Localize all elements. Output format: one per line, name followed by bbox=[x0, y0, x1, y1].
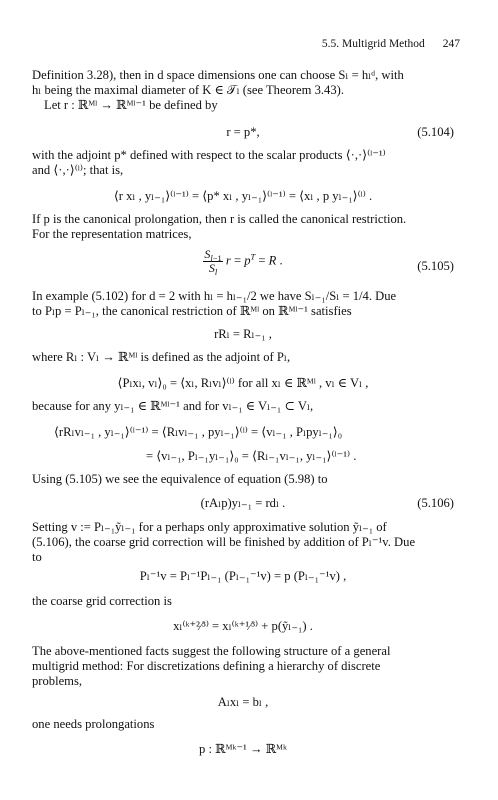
text-line: because for any yₗ₋₁ ∈ ℝᴹˡ⁻¹ and for vₗ₋₁ ∈ Vₗ₋₁ ⊂ Vₗ, bbox=[32, 399, 314, 413]
fraction bbox=[203, 248, 222, 275]
paragraph-3 bbox=[32, 212, 454, 242]
text-line: with the adjoint p* defined with respect to the scalar products ⟨·,·⟩⁽ˡ⁻¹⁾ bbox=[32, 148, 386, 162]
text-line: Using (5.105) we see the equivalence of equation (5.98) to bbox=[32, 472, 328, 486]
text-line: and ⟨·,·⟩⁽ˡ⁾; that is, bbox=[32, 163, 124, 177]
equation-body: Aₗxₗ = bₗ , bbox=[217, 695, 269, 709]
text-line: Definition 3.28), then in d space dimensions one can choose Sₗ = hₗᵈ, with bbox=[32, 68, 404, 82]
text-line: The above-mentioned facts suggest the following structure of a general bbox=[32, 644, 391, 658]
text-line: For the representation matrices, bbox=[32, 227, 192, 241]
equation-body: ⟨Pₗxₗ, vₗ⟩₀ = ⟨xₗ, Rₗvₗ⟩⁽ˡ⁾ for all xₗ ∈ ℝᴹˡ , vₗ ∈ Vₗ , bbox=[117, 376, 369, 390]
text-line: If p is the canonical prolongation, then r is called the canonical restriction. bbox=[32, 212, 407, 226]
text-line: to bbox=[32, 550, 42, 564]
section-title: 5.5. Multigrid Method bbox=[321, 38, 425, 50]
paragraph-10 bbox=[32, 644, 454, 689]
fraction-numerator: $S_{l-1}$ bbox=[204, 247, 222, 263]
paragraph-2 bbox=[32, 148, 454, 178]
equation-body: rRₗ = Rₗ₋₁ , bbox=[214, 327, 272, 341]
equation-body: (rAₗp)yₗ₋₁ = rdₗ . bbox=[200, 496, 286, 510]
running-header bbox=[322, 38, 460, 50]
text-line: to Pₗp = Pₗ₋₁, the canonical restriction of ℝᴹˡ on ℝᴹˡ⁻¹ satisfies bbox=[32, 304, 352, 318]
paragraph-7 bbox=[32, 472, 454, 487]
paragraph-8 bbox=[32, 520, 454, 565]
paragraph-5 bbox=[32, 350, 454, 365]
text-line: (5.106), the coarse grid correction will be finished by addition of Pₗ⁻¹v. Due bbox=[32, 535, 416, 549]
equation-body: ⟨r xₗ , yₗ₋₁⟩⁽ˡ⁻¹⁾ = ⟨p* xₗ , yₗ₋₁⟩⁽ˡ⁻¹⁾ = ⟨xₗ , p yₗ₋₁⟩⁽ˡ⁾ . bbox=[113, 189, 373, 203]
equation-body: Pₗ⁻¹v = Pₗ⁻¹Pₗ₋₁ (Pₗ₋₁⁻¹v) = p (Pₗ₋₁⁻¹v) , bbox=[139, 569, 347, 583]
page-number: 247 bbox=[442, 38, 460, 50]
fraction-denominator: $S_l$ bbox=[208, 261, 218, 277]
equation-body: = ⟨vₗ₋₁, Pₗ₋₁yₗ₋₁⟩₀ = ⟨Rₗ₋₁vₗ₋₁, yₗ₋₁⟩⁽ˡ⁻¹⁾ . bbox=[146, 449, 357, 463]
text-line: In example (5.102) for d = 2 with hₗ = hₗ₋₁/2 we have Sₗ₋₁/Sₗ = 1/4. Due bbox=[32, 289, 397, 303]
equation-body: ⟨rRₗvₗ₋₁ , yₗ₋₁⟩⁽ˡ⁻¹⁾ = ⟨Rₗvₗ₋₁ , pyₗ₋₁⟩⁽ˡ⁾ = ⟨vₗ₋₁ , Pₗpyₗ₋₁⟩₀ bbox=[54, 425, 343, 439]
equation-number: (5.106) bbox=[417, 496, 454, 510]
paragraph-6 bbox=[32, 399, 454, 414]
equation-5-105 bbox=[32, 248, 454, 282]
equation-body: p : ℝᴹᵏ⁻¹ → ℝᴹᵏ bbox=[199, 742, 287, 756]
equation-number: (5.104) bbox=[417, 125, 454, 139]
paragraph-9 bbox=[32, 594, 454, 609]
paragraph-4 bbox=[32, 289, 454, 319]
text-line: problems, bbox=[32, 674, 83, 688]
equation-body: $\frac{S_{l-1}}{S_l}$ $r = p^T = R$ . bbox=[204, 247, 283, 277]
text-line: where Rₗ : Vₗ → ℝᴹˡ is defined as the adjoint of Pₗ, bbox=[32, 350, 291, 364]
text-line: multigrid method: For discretizations defining a hierarchy of discrete bbox=[32, 659, 381, 673]
paragraph-11 bbox=[32, 717, 454, 732]
equation-number: (5.105) bbox=[417, 259, 454, 273]
equation-body: r = p*, bbox=[226, 125, 260, 139]
text-line: the coarse grid correction is bbox=[32, 594, 172, 608]
equation-body: xₗ⁽ᵏ⁺²⁄³⁾ = xₗ⁽ᵏ⁺¹⁄³⁾ + p(ỹₗ₋₁) . bbox=[173, 619, 313, 633]
text-line: one needs prolongations bbox=[32, 717, 155, 731]
text-line: hₗ being the maximal diameter of K ∈ 𝒯ₗ (see Theorem 3.43). bbox=[32, 83, 344, 97]
text-line: Let r : ℝᴹˡ → ℝᴹˡ⁻¹ be defined by bbox=[44, 98, 218, 112]
paragraph-1 bbox=[32, 68, 454, 113]
text-line: Setting v := Pₗ₋₁ỹₗ₋₁ for a perhaps only approximative solution ỹₗ₋₁ of bbox=[32, 520, 387, 534]
